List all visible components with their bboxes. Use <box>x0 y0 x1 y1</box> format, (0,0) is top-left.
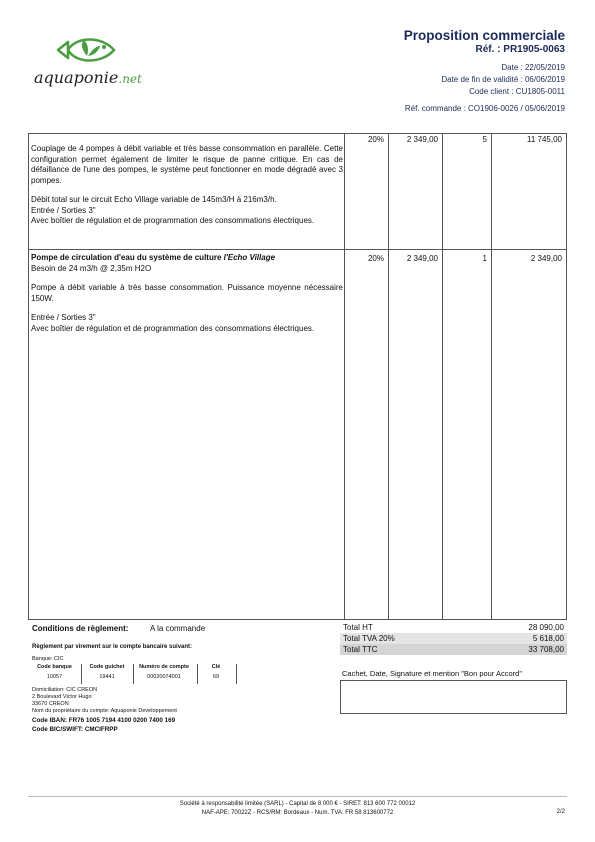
domiciliation: Domiciliation: CIC CREON <box>32 687 98 693</box>
table-divider <box>442 134 443 619</box>
account-number-col <box>134 664 194 684</box>
company-logo <box>34 34 144 90</box>
bank-address-line: 33670 CREON <box>32 701 69 707</box>
bank-header: Code banque <box>37 664 72 670</box>
grid-sep <box>236 664 237 684</box>
table-divider <box>388 134 389 619</box>
item-vat: 20% <box>367 135 384 144</box>
total-label: Total TVA 20% <box>343 634 395 643</box>
footer-line: Société à responsabilité limitée (SARL) - Capital de 8 000 € - SIRET: 813 600 772 00012 <box>179 801 416 807</box>
item-paragraph: Entrée / Sorties 3" <box>31 313 96 322</box>
table-border <box>28 134 29 619</box>
bank-transfer-label: Règlement par virement sur le compte bancaire suivant: <box>32 644 193 650</box>
footer-divider <box>28 796 567 797</box>
row-divider <box>28 249 567 250</box>
item-paragraph: Avec boîtier de régulation et de programmation des consommations électriques. <box>31 323 315 333</box>
totals-block <box>340 622 567 655</box>
item-quantity: 5 <box>482 135 487 144</box>
bank-value: 10057 <box>46 674 63 680</box>
table-border <box>566 134 567 619</box>
item-paragraph: Besoin de 24 m3/h @ 2,35m H2O <box>31 263 152 273</box>
client-code: Code client : CU1805-0011 <box>469 87 565 96</box>
legal-footer <box>28 800 567 818</box>
item-paragraph: Pompe à débit variable à très basse consommation. Puissance moyenne nécessaire 150W. <box>31 283 343 303</box>
conditions-value: A la commande <box>150 624 206 633</box>
key-col <box>198 664 234 684</box>
total-value: 5 618,00 <box>532 634 564 643</box>
page-number: 2/2 <box>556 809 565 815</box>
line-items-table <box>28 133 567 620</box>
total-value: 33 708,00 <box>528 645 564 654</box>
line-item-description <box>31 144 343 227</box>
fish-leaf-icon <box>54 34 120 66</box>
bank-details-grid <box>32 664 237 684</box>
logo-wordmark: aquaponie.net <box>34 68 142 87</box>
item-paragraph: Couplage de 4 pompes à débit variable et très basse consommation en parallèle. Cette configuration permet également de limiter le risque de panne critique. En cas de défaillance de l'une des pompes, le système peut fonctionner en mode dégradé avec 3 pompes. <box>31 144 343 185</box>
bic-code: Code BIC/SWIFT: CMCIFRPP <box>32 726 118 733</box>
bank-code-col <box>32 664 77 684</box>
total-label: Total HT <box>343 623 373 632</box>
item-paragraph: Entrée / Sorties 3" <box>31 205 96 215</box>
bank-header: Clé <box>211 664 221 670</box>
bank-value: 00020074001 <box>147 674 181 680</box>
item-quantity: 1 <box>482 254 487 263</box>
line-item-description <box>31 253 343 334</box>
account-owner: Nom du propriétaire du compte: Aquaponie Developpement <box>32 708 177 714</box>
payment-conditions <box>32 624 205 633</box>
conditions-label: Conditions de règlement: <box>32 624 129 633</box>
signature-box[interactable] <box>340 680 567 714</box>
order-reference: Réf. commande : CO1906-0026 / 05/06/2019 <box>404 104 565 113</box>
total-value: 28 090,00 <box>528 623 564 632</box>
item-paragraph: Débit total sur le circuit Echo Village variable de 145m3/H à 216m3/h. <box>31 195 277 204</box>
total-tva-row <box>340 633 567 644</box>
footer-line: NAF-APE: 70022Z - RCS/RM: Bordeaux - Num. TVA: FR 58 813600772 <box>201 810 394 816</box>
document-reference: Réf. : PR1905-0063 <box>475 44 565 55</box>
table-divider <box>491 134 492 619</box>
item-paragraph: Avec boîtier de régulation et de programmation des consommations électriques. <box>31 216 315 225</box>
item-unit-price: 2 349,00 <box>406 254 438 263</box>
bank-name: Banque: CIC <box>32 656 64 662</box>
total-ht-row <box>340 622 567 633</box>
document-title: Proposition commerciale <box>403 28 565 43</box>
item-title: Pompe de circulation d'eau du système de culture l'Echo Village <box>31 253 276 262</box>
bank-header: Numéro de compte <box>139 664 189 670</box>
branch-code-col <box>82 664 132 684</box>
item-total: 2 349,00 <box>530 254 562 263</box>
total-ttc-row <box>340 644 567 655</box>
item-vat: 20% <box>367 254 384 263</box>
iban-block <box>32 716 175 734</box>
item-unit-price: 2 349,00 <box>406 135 438 144</box>
document-date: Date : 22/05/2019 <box>501 63 565 72</box>
total-label: Total TTC <box>343 645 378 654</box>
table-divider <box>344 134 345 619</box>
bank-domiciliation <box>32 687 177 715</box>
bank-address-line: 2 Boulevard Victor Hugo <box>32 694 92 700</box>
document-header <box>404 28 565 113</box>
bank-value: 19441 <box>99 674 115 680</box>
item-total: 11 745,00 <box>527 135 562 144</box>
bank-value: 69 <box>212 674 220 680</box>
bank-header: Code guichet <box>89 664 125 670</box>
iban-code: Code IBAN: FR76 1005 7194 4100 0200 7400 169 <box>32 717 176 724</box>
validity-date: Date de fin de validité : 06/06/2019 <box>441 75 565 84</box>
signature-label: Cachet, Date, Signature et mention "Bon pour Accord" <box>342 669 523 678</box>
